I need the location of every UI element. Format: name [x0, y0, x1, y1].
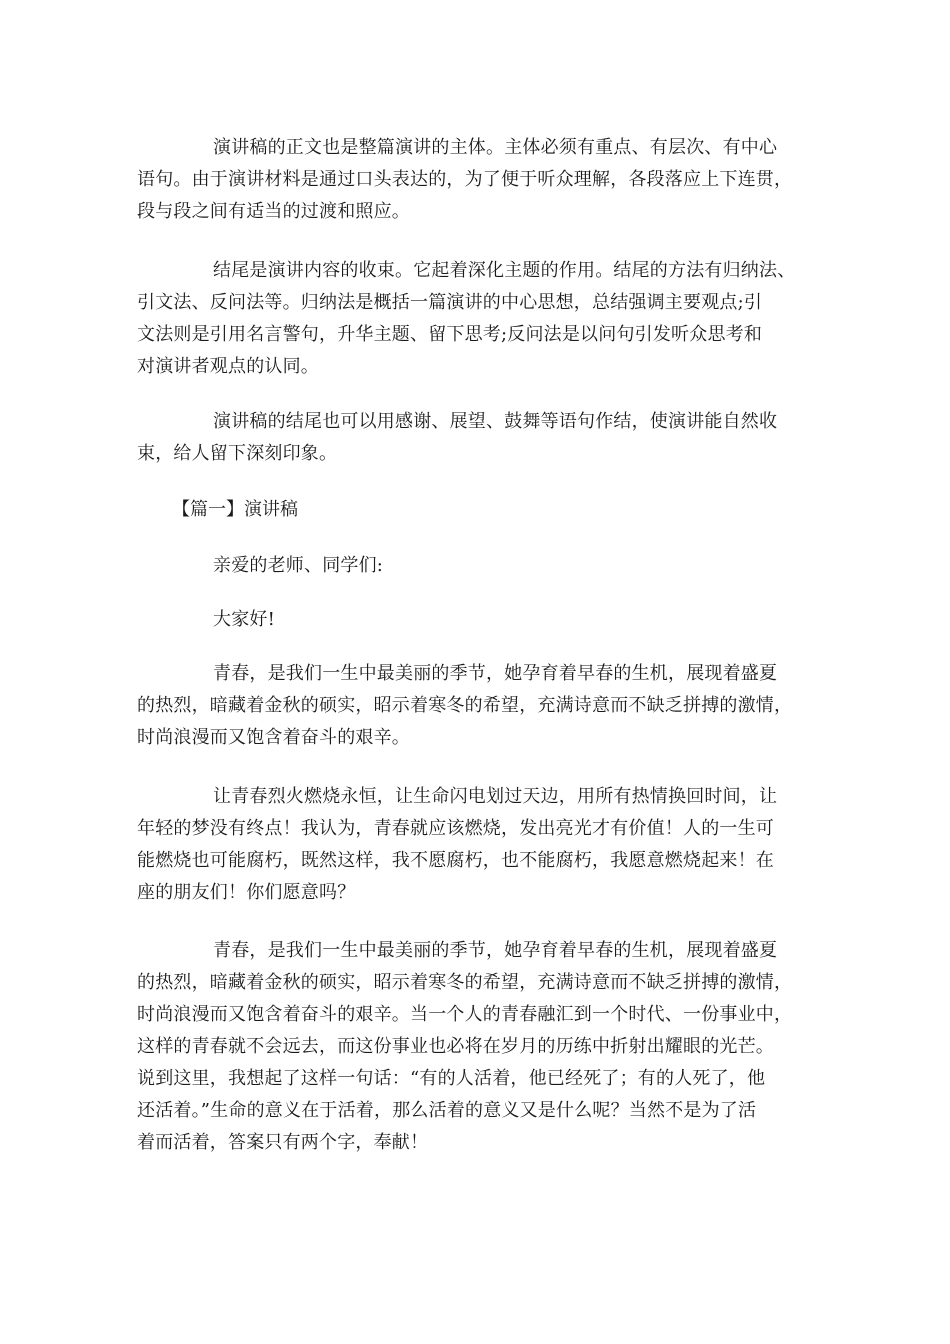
speech-greeting: [137, 604, 817, 636]
text-line: 大家好!: [213, 609, 276, 630]
text-line: 时尚浪漫而又饱含着奋斗的艰辛。: [137, 727, 410, 748]
text-line: 文法则是引用名言警句，升华主题、留下思考;反问法是以问句引发听众思考和: [137, 324, 763, 345]
text-line: 年轻的梦没有终点！我认为，青春就应该燃烧，发出亮光才有价值！人的一生可: [137, 818, 774, 839]
paragraph-body-intro: [137, 132, 817, 228]
text-line: 还活着。”生命的意义在于活着，那么活着的意义又是什么呢？当然不是为了活: [137, 1100, 757, 1121]
speech-paragraph-dedication: [137, 935, 817, 1159]
text-line: 让青春烈火燃烧永恒，让生命闪电划过天边，用所有热情换回时间，让: [213, 786, 778, 807]
text-line: 引文法、反问法等。归纳法是概括一篇演讲的中心思想，总结强调主要观点;引: [137, 292, 763, 313]
text-line: 演讲稿的结尾也可以用感谢、展望、鼓舞等语句作结，使演讲能自然收: [213, 411, 778, 432]
text-line: 着而活着，答案只有两个字，奉献！: [137, 1132, 429, 1153]
speech-paragraph-burn: [137, 781, 817, 909]
speech-paragraph-youth: [137, 658, 817, 754]
section-heading: 【篇一】演讲稿: [172, 499, 298, 520]
text-line: 的热烈，暗藏着金秋的硕实，昭示着寒冬的希望，充满诗意而不缺乏拼搏的激情，: [137, 695, 793, 716]
paragraph-ending-methods: [137, 255, 817, 383]
text-line: 亲爱的老师、同学们:: [213, 555, 384, 576]
text-line: 段与段之间有适当的过渡和照应。: [137, 201, 410, 222]
text-line: 青春，是我们一生中最美丽的季节，她孕育着早春的生机，展现着盛夏: [213, 663, 778, 684]
text-line: 束，给人留下深刻印象。: [137, 443, 338, 464]
paragraph-ending-summary: [137, 406, 817, 470]
text-line: 语句。由于演讲材料是通过口头表达的，为了便于听众理解，各段落应上下连贯，: [137, 169, 793, 190]
text-line: 结尾是演讲内容的收束。它起着深化主题的作用。结尾的方法有归纳法、: [213, 260, 796, 281]
text-line: 能燃烧也可能腐朽，既然这样，我不愿腐朽，也不能腐朽，我愿意燃烧起来！在: [137, 850, 774, 871]
speech-salutation: [137, 550, 817, 582]
text-line: 说到这里，我想起了这样一句话：“有的人活着，他已经死了；有的人死了，他: [137, 1068, 766, 1089]
text-line: 对演讲者观点的认同。: [137, 356, 319, 377]
text-line: 的热烈，暗藏着金秋的硕实，昭示着寒冬的希望，充满诗意而不缺乏拼搏的激情，: [137, 972, 793, 993]
text-line: 青春，是我们一生中最美丽的季节，她孕育着早春的生机，展现着盛夏: [213, 940, 778, 961]
text-line: 这样的青春就不会远去，而这份事业也必将在岁月的历练中折射出耀眼的光芒。: [137, 1036, 774, 1057]
text-line: 时尚浪漫而又饱含着奋斗的艰辛。当一个人的青春融汇到一个时代、一份事业中，: [137, 1004, 793, 1025]
text-line: 演讲稿的正文也是整篇演讲的主体。主体必须有重点、有层次、有中心: [213, 137, 778, 158]
text-line: 座的朋友们！你们愿意吗？: [137, 882, 356, 903]
